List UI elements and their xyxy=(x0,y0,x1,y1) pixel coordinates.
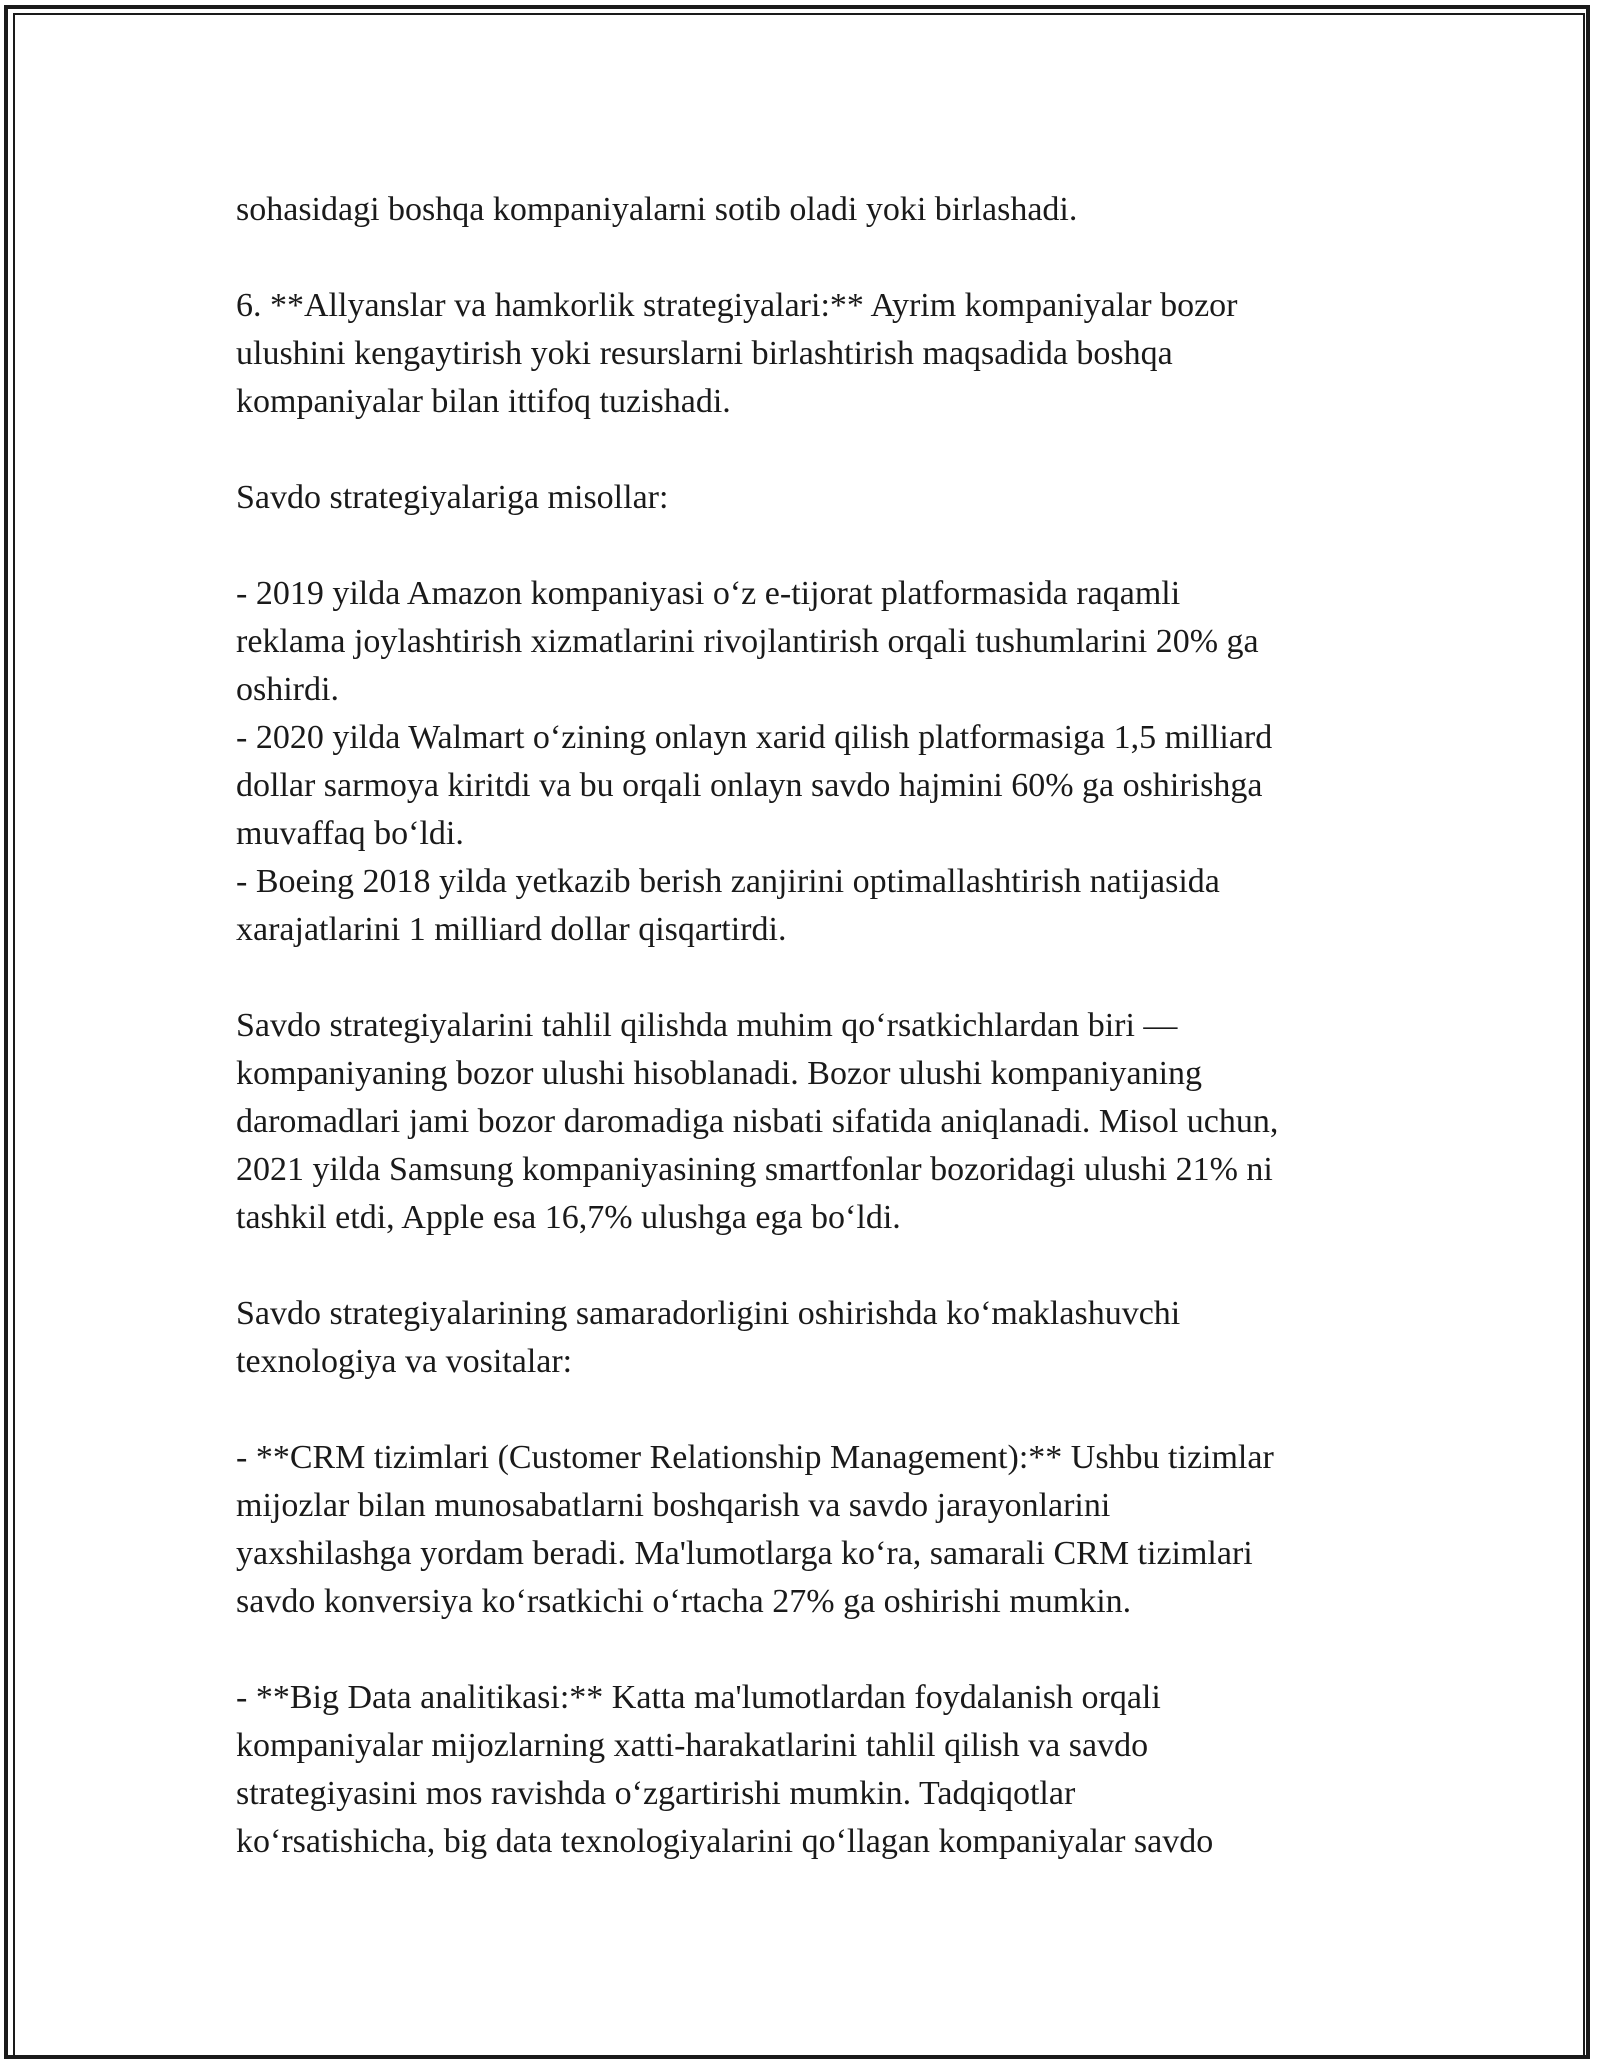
list-item-line: oshirdi. xyxy=(236,671,339,708)
list-item-line: muvaffaq bo‘ldi. xyxy=(236,815,464,852)
text-line: 2021 yilda Samsung kompaniyasining smartfonlar bozoridagi ulushi 21% ni xyxy=(236,1151,1273,1188)
text-line: kompaniyaning bozor ulushi hisoblanadi. Bozor ulushi kompaniyaning xyxy=(236,1055,1203,1092)
section-heading: Savdo strategiyalarining samaradorligini oshirishda ko‘maklashuvchi xyxy=(236,1295,1181,1332)
text-line: ulushini kengaytirish yoki resurslarni birlashtirish maqsadida boshqa xyxy=(236,335,1173,372)
list-item-line: strategiyasini mos ravishda o‘zgartirishi mumkin. Tadqiqotlar xyxy=(236,1775,1076,1812)
section-heading: Savdo strategiyalariga misollar: xyxy=(236,479,669,516)
list-item-line: - Boeing 2018 yilda yetkazib berish zanjirini optimallashtirish natijasida xyxy=(236,863,1220,900)
section-heading: texnologiya va vositalar: xyxy=(236,1343,573,1380)
text-line: Savdo strategiyalarini tahlil qilishda muhim qo‘rsatkichlardan biri — xyxy=(236,1007,1178,1044)
text-line: kompaniyalar bilan ittifoq tuzishadi. xyxy=(236,383,731,420)
list-item-line: - **Big Data analitikasi:** Katta ma'lumotlardan foydalanish orqali xyxy=(236,1679,1161,1716)
list-item-line: reklama joylashtirish xizmatlarini rivojlantirish orqali tushumlarini 20% ga xyxy=(236,623,1259,660)
list-item-line: kompaniyalar mijozlarning xatti-harakatlarini tahlil qilish va savdo xyxy=(236,1727,1149,1764)
text-line: 6. **Allyanslar va hamkorlik strategiyalari:** Ayrim kompaniyalar bozor xyxy=(236,287,1238,324)
list-item-line: yaxshilashga yordam beradi. Ma'lumotlarga ko‘ra, samarali CRM tizimlari xyxy=(236,1535,1253,1572)
text-line: sohasidagi boshqa kompaniyalarni sotib oladi yoki birlashadi. xyxy=(236,191,1078,228)
text-line: daromadlari jami bozor daromadiga nisbati sifatida aniqlanadi. Misol uchun, xyxy=(236,1103,1279,1140)
list-item-line: ko‘rsatishicha, big data texnologiyalarini qo‘llagan kompaniyalar savdo xyxy=(236,1823,1214,1860)
list-item-line: savdo konversiya ko‘rsatkichi o‘rtacha 27% ga oshirishi mumkin. xyxy=(236,1583,1132,1620)
text-line: tashkil etdi, Apple esa 16,7% ulushga ega bo‘ldi. xyxy=(236,1199,901,1236)
list-item-line: - **CRM tizimlari (Customer Relationship Management):** Ushbu tizimlar xyxy=(236,1439,1274,1476)
document-body xyxy=(236,186,1416,1866)
list-item-line: dollar sarmoya kiritdi va bu orqali onlayn savdo hajmini 60% ga oshirishga xyxy=(236,767,1263,804)
list-item-line: - 2019 yilda Amazon kompaniyasi o‘z e-tijorat platformasida raqamli xyxy=(236,575,1181,612)
list-item-line: mijozlar bilan munosabatlarni boshqarish va savdo jarayonlarini xyxy=(236,1487,1111,1524)
list-item-line: - 2020 yilda Walmart o‘zining onlayn xarid qilish platformasiga 1,5 milliard xyxy=(236,719,1273,756)
list-item-line: xarajatlarini 1 milliard dollar qisqartirdi. xyxy=(236,911,787,948)
